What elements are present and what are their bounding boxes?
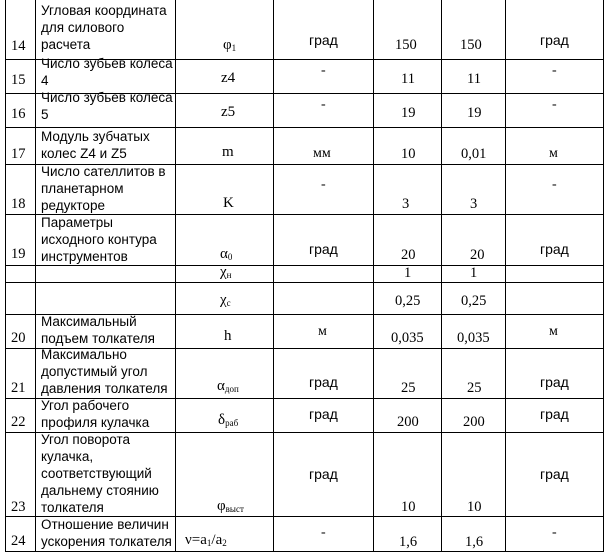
row-unit: град [309, 241, 338, 257]
row-label-line: дальнему стоянию [41, 483, 159, 498]
row-unit-si: град [540, 374, 569, 390]
row-unit-si: м [549, 324, 558, 339]
parameters-table [5, 0, 604, 552]
column-divider [373, 0, 374, 552]
row-value-1: 3 [402, 196, 410, 212]
row-divider [5, 282, 604, 283]
row-unit-si: град [540, 32, 569, 48]
row-value-2: 20 [470, 247, 485, 263]
row-value-2: 1 [470, 265, 478, 281]
row-number: 23 [11, 499, 26, 515]
row-value-1: 25 [401, 380, 416, 396]
row-value-2: 25 [467, 380, 482, 396]
row-value-1: 10 [401, 499, 416, 515]
row-label-line: ускорения толкателя [41, 534, 172, 549]
row-symbol: z4 [221, 70, 236, 86]
row-label-line: для силового [41, 20, 125, 35]
row-symbol: $\alpha_{доп}$ [217, 378, 239, 394]
row-number: 19 [11, 246, 26, 262]
row-symbol: h [224, 328, 232, 344]
row-number: 15 [11, 72, 26, 88]
row-value-1: 1,6 [399, 534, 418, 550]
row-label-line: 4 [41, 73, 49, 88]
row-label-line: давления толкателя [41, 381, 168, 396]
row-symbol: K [223, 195, 234, 211]
row-divider [5, 265, 604, 266]
row-number: 16 [11, 106, 26, 122]
row-value-1: 10 [401, 146, 416, 162]
row-value-1: 0,035 [391, 330, 424, 346]
row-unit-si: - [552, 177, 557, 192]
row-symbol: z5 [221, 104, 236, 120]
row-label-line: Угол поворота [41, 432, 131, 447]
row-symbol: $\varphi_1$ [223, 37, 237, 53]
row-value-1: 20 [401, 247, 416, 263]
column-divider [505, 0, 506, 552]
row-label-line: инструментов [41, 249, 128, 264]
row-value-2: 0,01 [461, 146, 487, 162]
row-value-2: 1,6 [465, 534, 484, 550]
row-label-line: Угол рабочего [41, 398, 130, 413]
row-unit: мм [313, 146, 331, 161]
row-number: 24 [11, 533, 26, 549]
row-label-line: профиля кулачка [41, 415, 150, 430]
row-unit: град [309, 374, 338, 390]
row-label-line: Максимально [41, 347, 127, 362]
row-label-line: Модуль зубчатых [41, 129, 150, 144]
row-value-2: 19 [467, 105, 482, 121]
row-unit-si: м [549, 146, 558, 161]
row-unit: - [321, 177, 326, 192]
row-value-2: 0,035 [457, 330, 490, 346]
row-label-line: толкателя [41, 500, 104, 515]
row-number: 20 [11, 330, 26, 346]
row-value-2: 10 [467, 499, 482, 515]
row-label-line: допустимый угол [41, 364, 148, 379]
row-unit: м [318, 324, 327, 339]
row-number: 18 [11, 196, 26, 212]
table-border-right [603, 0, 604, 552]
table-border-left [5, 0, 6, 552]
row-value-2: 3 [470, 196, 478, 212]
row-label-line: подъем толкателя [41, 331, 155, 346]
row-value-1: 1 [404, 265, 412, 281]
column-divider [175, 0, 176, 552]
row-value-2: 150 [460, 37, 482, 53]
row-unit: град [309, 32, 338, 48]
row-unit-si: - [552, 97, 557, 112]
row-symbol: $\chi_с$ [220, 292, 231, 308]
row-label-line: Число зубьев колеса [41, 56, 173, 71]
row-symbol: $\alpha_0$ [220, 246, 233, 262]
row-number: 22 [11, 414, 26, 430]
row-value-1: 11 [401, 71, 415, 87]
row-number: 17 [11, 146, 26, 162]
row-number: 21 [11, 380, 26, 396]
row-symbol: $\varphi_{выст}$ [217, 498, 244, 514]
row-label-line: Угловая координата [41, 3, 167, 18]
row-label-line: 5 [41, 107, 49, 122]
row-unit: - [321, 63, 326, 78]
row-unit-si: - [552, 63, 557, 78]
row-symbol: $\nu=a_1/a_2$ [185, 532, 227, 548]
row-value-1: 200 [397, 414, 419, 430]
row-symbol: m [222, 144, 234, 160]
column-divider [273, 0, 274, 552]
row-label-line: планетарном [41, 181, 124, 196]
row-symbol: $\delta_{раб}$ [218, 412, 239, 428]
row-value-2: 11 [467, 71, 481, 87]
row-label-line: соответствующий [41, 466, 152, 481]
row-unit: - [321, 525, 326, 540]
row-label-line: кулачка, [41, 449, 94, 464]
row-unit-si: град [540, 241, 569, 257]
row-value-2: 0,25 [461, 293, 487, 309]
column-divider [441, 0, 442, 552]
column-divider [35, 0, 36, 552]
row-unit: - [321, 97, 326, 112]
row-label-line: редукторе [41, 198, 105, 213]
row-unit-si: град [540, 466, 569, 482]
row-label-line: Параметры [41, 215, 113, 230]
row-unit: град [309, 466, 338, 482]
row-label-line: колес Z4 и Z5 [41, 146, 127, 161]
row-label-line: Число зубьев колеса [41, 90, 173, 105]
row-symbol: $\chi_н$ [220, 264, 232, 280]
row-number: 14 [11, 38, 26, 54]
row-label-line: Число сателлитов в [41, 164, 166, 179]
row-unit: град [309, 406, 338, 422]
row-label-line: Максимальный [41, 314, 137, 329]
table-border-bottom [5, 551, 604, 552]
row-value-1: 0,25 [395, 293, 421, 309]
row-label-line: Отношение величин [41, 517, 169, 532]
row-value-1: 150 [395, 37, 417, 53]
row-unit-si: град [540, 406, 569, 422]
row-label-line: расчета [41, 37, 91, 52]
row-label-line: исходного контура [41, 232, 157, 247]
row-value-1: 19 [401, 105, 416, 121]
row-value-2: 200 [463, 414, 485, 430]
row-unit-si: - [552, 525, 557, 540]
